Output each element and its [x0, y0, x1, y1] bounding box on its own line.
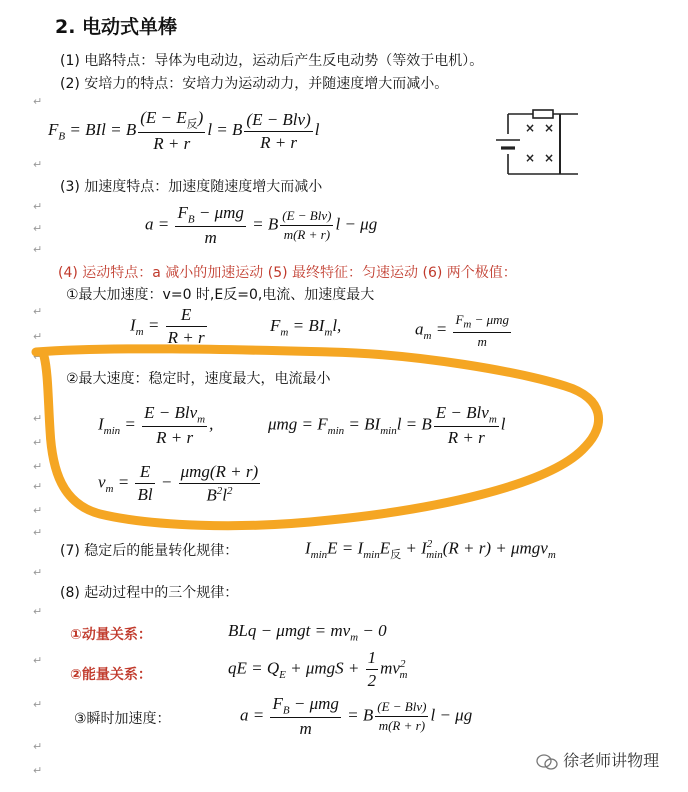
- formula-energy-relation: qE = $Q_E + \mu mgS$ + $\frac{1}{2}$ $mv^2_m$: [228, 648, 408, 690]
- formula-max-velocity: $v_m$ = $\frac{E}{Bl}$ − $\frac{\text{μmg(R + r)}}{B^2l^2}$: [98, 462, 259, 505]
- formula-acceleration: a = $\frac{F_B - \mu mg}{m}$ = B $\frac{\text{(E − Blv)}}{m(R + r)}$ l − μg: [145, 203, 378, 248]
- wechat-icon: [536, 753, 558, 771]
- formula-ampere-force: $F_B$ = BIl = B $\frac{(E - E_反)}{R + r}$ l = B $\frac{\text{(E − Blv)}}{R + r}$ l: [48, 108, 320, 154]
- line-ampere-force-feature: (2) 安培力的特点：安培力为运动动力，并随速度增大而减小。: [60, 76, 449, 92]
- label-instant-acceleration: ③瞬时加速度：: [74, 711, 171, 727]
- line-max-speed: ②最大速度：稳定时，速度最大，电流最小: [66, 371, 331, 387]
- formula-momentum-relation: BLq − $\mu mgt = mv_m - 0$: [228, 621, 387, 644]
- section-heading: 2. 电动式单棒: [55, 16, 178, 38]
- watermark: [536, 748, 659, 771]
- formula-force-balance: $\mu mg = F_{min} = BI_{min}l = B$ $\frac{E - Blv_m}{R + r}$ l: [268, 403, 506, 448]
- formula-max-current: $I_m$ = $\frac{E}{R + r}$: [130, 305, 205, 347]
- formula-min-current: $I_{min}$ = $\frac{E - Blv_m}{R + r}$ ,: [98, 403, 214, 448]
- svg-text:×: ×: [544, 151, 555, 165]
- watermark-text: 徐老师讲物理: [563, 751, 660, 770]
- svg-text:×: ×: [544, 121, 555, 135]
- formula-max-force: $F_m = BI_ml$,: [270, 316, 342, 339]
- formula-max-acceleration: $a_m$ = $\frac{F_m - \mu mg}{m}$: [415, 312, 510, 349]
- line-circuit-feature: (1) 电路特点：导体为电动边，运动后产生反电动势（等效于电机）。: [60, 53, 484, 69]
- line-max-acceleration: ①最大加速度：v=0 时,E反=0,电流、加速度最大: [66, 287, 375, 303]
- formula-energy-conversion: $I_{min}E = I_{min}E_反 + I^2_{min}(R + r) + \mu mgv_m$: [305, 538, 556, 562]
- label-momentum-relation: ①动量关系：: [70, 627, 152, 643]
- line-motion-feature: (4) 运动特点：a 减小的加速运动 (5) 最终特征：匀速运动 (6) 两个极值：: [58, 265, 517, 281]
- svg-text:×: ×: [525, 151, 536, 165]
- formula-instant-acceleration: a = $\frac{F_B - \mu mg}{m}$ = B $\frac{\text{(E − Blv)}}{m(R + r)}$ l − μg: [240, 694, 473, 739]
- circuit-diagram: [478, 108, 588, 180]
- line-energy-conversion: (7) 稳定后的能量转化规律：: [60, 543, 239, 559]
- svg-text:×: ×: [525, 121, 536, 135]
- line-acceleration-feature: (3) 加速度特点：加速度随速度增大而减小: [60, 179, 323, 195]
- label-energy-relation: ②能量关系：: [70, 667, 152, 683]
- line-three-laws: (8) 起动过程中的三个规律：: [60, 585, 239, 601]
